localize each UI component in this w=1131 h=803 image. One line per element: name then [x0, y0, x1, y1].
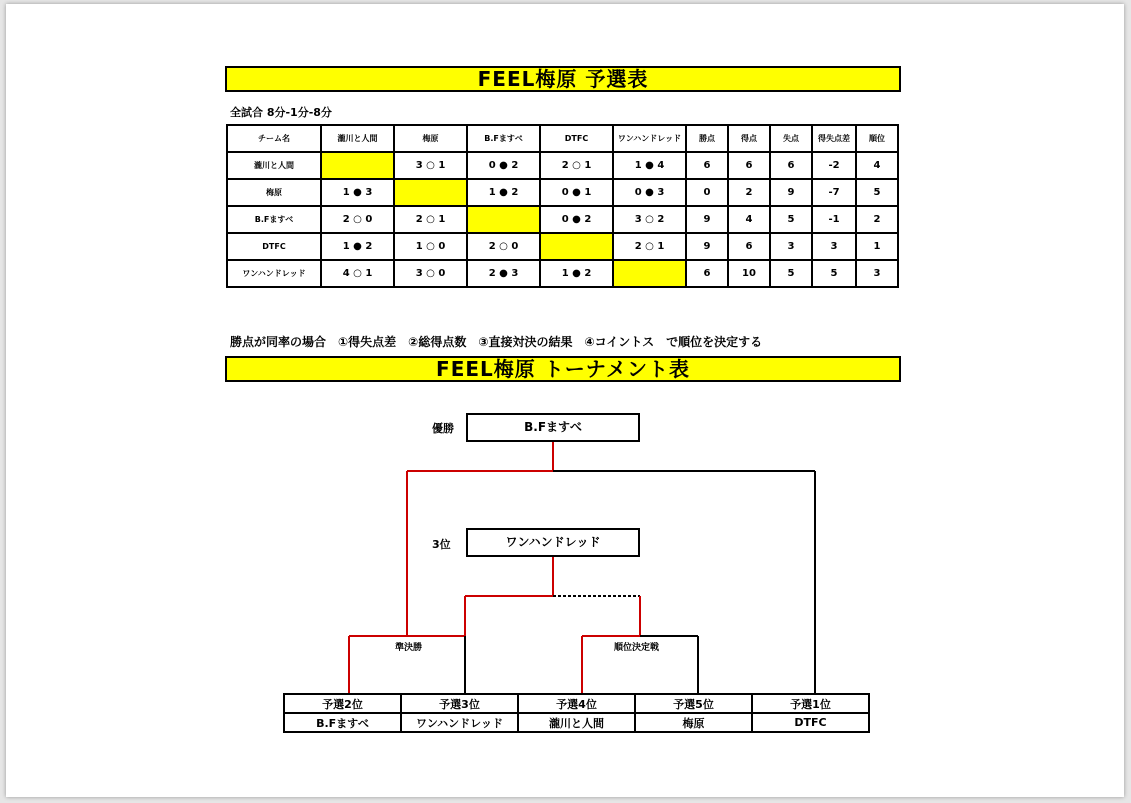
stat-cell: -1 [812, 206, 856, 233]
seed-table [283, 693, 870, 733]
winner-box: B.Fますべ [466, 413, 640, 442]
third-box: ワンハンドレッド [466, 528, 640, 557]
match-result-cell: 2 ○ 1 [613, 233, 686, 260]
seed-label-cell: 予選2位 [284, 694, 401, 713]
stat-cell: 6 [770, 152, 812, 179]
stat-cell: 2 [856, 206, 898, 233]
stat-cell: 6 [686, 260, 728, 287]
stat-cell: 4 [856, 152, 898, 179]
match-result-cell: 2 ○ 0 [467, 233, 540, 260]
stat-cell: 2 [728, 179, 770, 206]
match-result-cell: 2 ○ 0 [321, 206, 394, 233]
seed-label-cell: 予選4位 [518, 694, 635, 713]
match-result-cell: 0 ● 3 [613, 179, 686, 206]
header-cell: チーム名 [227, 125, 321, 152]
stat-cell: -2 [812, 152, 856, 179]
match-result-cell: 0 ● 2 [467, 152, 540, 179]
header-cell: 瀧川と人間 [321, 125, 394, 152]
team-name-cell: DTFC [227, 233, 321, 260]
stat-cell: 5 [812, 260, 856, 287]
match-result-cell: 2 ○ 1 [540, 152, 613, 179]
team-name-cell: ワンハンドレッド [227, 260, 321, 287]
stat-cell: 5 [856, 179, 898, 206]
match-result-cell: 0 ● 2 [540, 206, 613, 233]
match-result-cell: 1 ● 2 [540, 260, 613, 287]
stat-cell: 4 [728, 206, 770, 233]
seed-label-cell: 予選3位 [401, 694, 518, 713]
tournament-title: FEEL梅原 トーナメント表 [225, 356, 901, 382]
third-label: 3位 [432, 538, 451, 551]
seed-team-cell: 瀧川と人間 [518, 713, 635, 732]
match-result-cell: 1 ● 2 [321, 233, 394, 260]
prelim-title: FEEL梅原 予選表 [225, 66, 901, 92]
match-result-cell: 2 ○ 1 [394, 206, 467, 233]
stat-cell: -7 [812, 179, 856, 206]
match-result-cell: 3 ○ 0 [394, 260, 467, 287]
match-format-note: 全試合 8分-1分-8分 [230, 106, 332, 119]
seed-row [284, 694, 869, 713]
match-result-cell: 0 ● 1 [540, 179, 613, 206]
stat-cell: 5 [770, 206, 812, 233]
header-cell: 得失点差 [812, 125, 856, 152]
seed-team-cell: DTFC [752, 713, 869, 732]
stat-cell: 3 [770, 233, 812, 260]
stat-cell: 6 [728, 152, 770, 179]
header-cell: 梅原 [394, 125, 467, 152]
header-cell: ワンハンドレッド [613, 125, 686, 152]
stat-cell: 1 [856, 233, 898, 260]
header-cell: 順位 [856, 125, 898, 152]
match-result-cell: 3 ○ 2 [613, 206, 686, 233]
stat-cell: 3 [812, 233, 856, 260]
header-cell: 得点 [728, 125, 770, 152]
header-cell: B.Fますべ [467, 125, 540, 152]
match-result-cell: 3 ○ 1 [394, 152, 467, 179]
winner-label: 優勝 [432, 422, 454, 435]
seed-label-cell: 予選1位 [752, 694, 869, 713]
stat-cell: 10 [728, 260, 770, 287]
stat-cell: 9 [686, 233, 728, 260]
team-name-cell: B.Fますべ [227, 206, 321, 233]
seed-team-row [284, 713, 869, 732]
match-result-cell: 1 ○ 0 [394, 233, 467, 260]
semifinal-label: 準決勝 [395, 640, 422, 653]
match-result-cell: 1 ● 4 [613, 152, 686, 179]
header-cell: 勝点 [686, 125, 728, 152]
seed-team-cell: 梅原 [635, 713, 752, 732]
stat-cell: 0 [686, 179, 728, 206]
match-result-cell: 2 ● 3 [467, 260, 540, 287]
header-cell: DTFC [540, 125, 613, 152]
match-result-cell: 1 ● 2 [467, 179, 540, 206]
match-result-cell: 4 ○ 1 [321, 260, 394, 287]
team-name-cell: 瀧川と人間 [227, 152, 321, 179]
seed-team-cell: ワンハンドレッド [401, 713, 518, 732]
team-name-cell: 梅原 [227, 179, 321, 206]
stat-cell: 9 [686, 206, 728, 233]
match-result-cell: 1 ● 3 [321, 179, 394, 206]
header-cell: 失点 [770, 125, 812, 152]
seed-team-cell: B.Fますべ [284, 713, 401, 732]
stat-cell: 6 [686, 152, 728, 179]
tiebreak-rule: 勝点が同率の場合 ①得失点差 ②総得点数 ③直接対決の結果 ④コイントス で順位を決定する [230, 335, 763, 349]
seed-label-cell: 予選5位 [635, 694, 752, 713]
stat-cell: 5 [770, 260, 812, 287]
stat-cell: 3 [856, 260, 898, 287]
placement-label: 順位決定戦 [614, 640, 659, 653]
stat-cell: 9 [770, 179, 812, 206]
stat-cell: 6 [728, 233, 770, 260]
